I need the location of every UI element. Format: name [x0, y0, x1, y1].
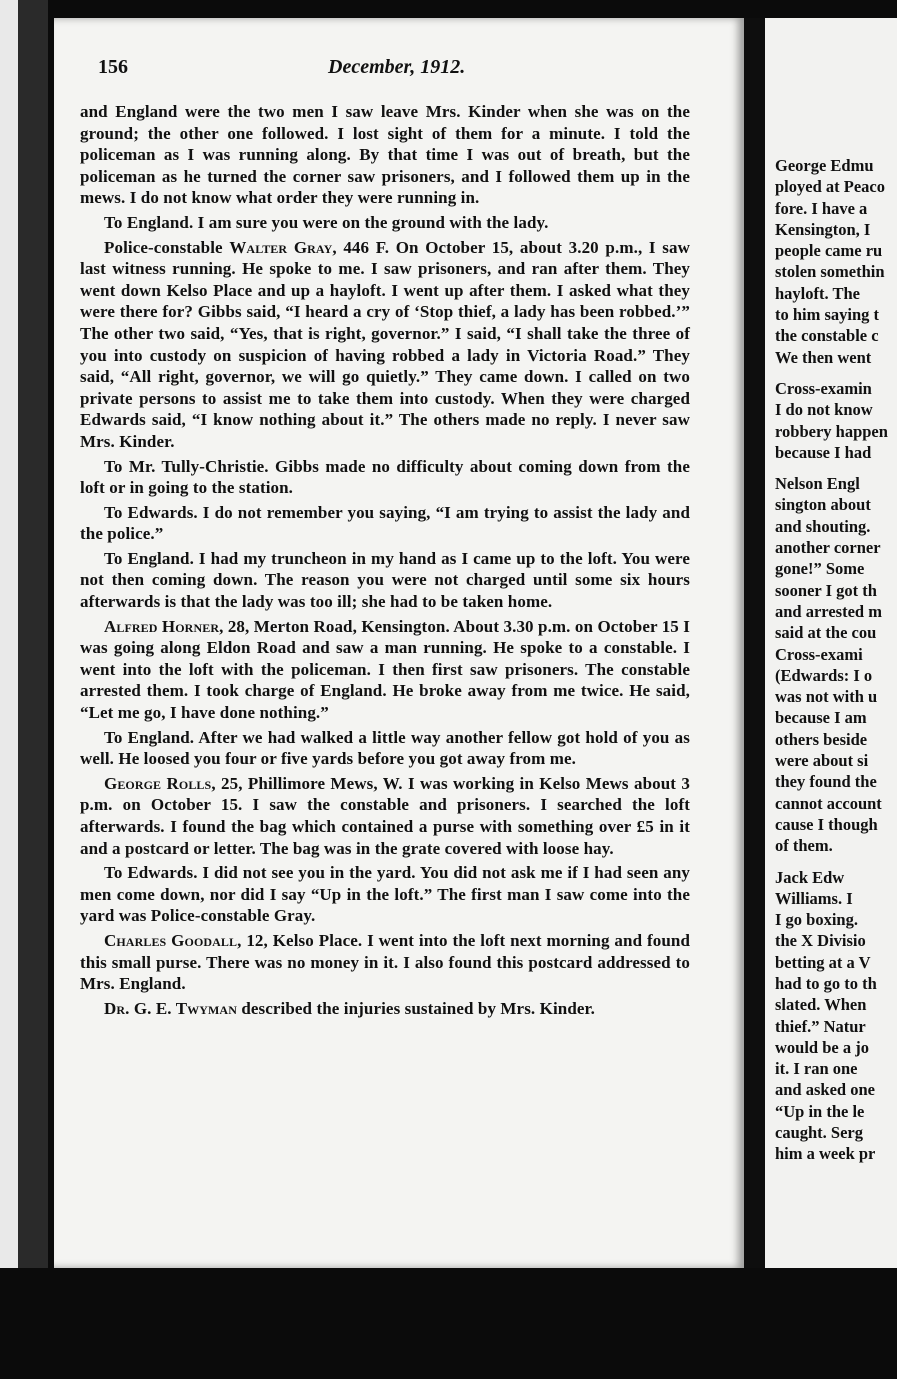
testimony: , 446 F. On October 15, about 3.20 p.m., I saw last witness running. He spoke to me. I saw prisoners, and ran after them. They went down Kelso Place and up a hayloft. I went up after them. I asked what they were there for? Gibbs said, “I heard a cry of ‘Stop thief, a lady has been robbed.’” The other two said, “Yes, that is right, governor.” I said, “I shall take the three of you into custody on suspicion of having robbed a lady in Victoria Road.” They said, “All right, governor, we will go quietly.” They came down. I called on two private persons to assist me to take them into custody. When they were charged Edwards said, “I know nothing about it.” The others made no reply. I never saw Mrs. Kinder. [80, 237, 690, 451]
right-page-text [775, 155, 897, 1165]
paragraph [80, 773, 690, 859]
page-number: 156 [98, 56, 128, 78]
right-page-line: and arrested m [775, 601, 882, 621]
right-page-line: I go boxing. [775, 910, 858, 930]
right-page-line: fore. I have a [775, 198, 868, 218]
right-page-line: “Up in the le [775, 1101, 865, 1121]
witness-name: Charles Goodall [104, 930, 238, 950]
right-page-line: sington about [775, 495, 871, 515]
right-page-gap [775, 463, 897, 473]
right-page-line: and asked one [775, 1080, 875, 1100]
right-page-line: Williams. I [775, 888, 853, 908]
right-page-line: thief.” Natur [775, 1016, 866, 1036]
witness-prefix: Police-constable [104, 237, 230, 257]
right-page-line: ployed at Peaco [775, 177, 885, 197]
right-page-line: said at the cou [775, 623, 877, 643]
running-header [98, 56, 568, 86]
right-page-line: they found the [775, 772, 877, 792]
right-page-line: others beside [775, 729, 868, 749]
testimony: , 12, Kelso Place. I went into the loft next morning and found this small purse. There was no money in it. I also found this postcard addressed to Mrs. England. [80, 930, 690, 994]
paragraph [80, 237, 690, 453]
right-page-line: the constable c [775, 326, 879, 346]
paragraph: and England were the two men I saw leave Mrs. Kinder when she was on the ground; the other one followed. I lost sight of them for a minute. I told the policeman as I was running along. By that time I was out of breath, but the policeman as he turned the corner saw prisoners, and I followed them up in the mews. I do not know what order they were running in. [80, 102, 690, 208]
right-page-line: stolen somethin [775, 262, 885, 282]
right-page-line: sooner I got th [775, 580, 877, 600]
testimony: , 25, Phillimore Mews, W. I was working in Kelso Mews about 3 p.m. on October 15. I saw the constable and prisoners. I searched the loft afterwards. I found the bag which contained a purse with something over £5 in it and a postcard or letter. The bag was in the grate covered with loose hay. [80, 773, 690, 858]
right-page-line: George Edmu [775, 156, 874, 175]
right-page-line: caught. Serg [775, 1123, 863, 1143]
right-page-line: Cross-exami [775, 644, 863, 664]
right-page-line: and shouting. [775, 516, 871, 536]
paragraph: To England. After we had walked a little way another fellow got hold of you as well. He loosed you four or five yards before you got away from me. [80, 727, 690, 769]
witness-name: Alfred Horner [104, 616, 220, 636]
right-page-line: because I am [775, 708, 867, 728]
paragraph: To England. I am sure you were on the ground with the lady. [104, 212, 549, 232]
right-page-line: were about si [775, 751, 869, 771]
paragraph [80, 616, 690, 724]
right-page-line: of them. [775, 836, 833, 856]
right-page-line: cannot account [775, 793, 882, 813]
book-edge [0, 0, 18, 1379]
paragraph: To Edwards. I do not remember you saying, “I am trying to assist the lady and the police.” [80, 502, 690, 544]
paragraph: To Mr. Tully-Christie. Gibbs made no difficulty about coming down from the loft or in going to the station. [80, 456, 690, 498]
right-page-line: it. I ran one [775, 1059, 858, 1079]
right-page-line: was not with u [775, 687, 878, 707]
right-page-line: slated. When [775, 995, 867, 1015]
main-text [80, 101, 690, 1022]
right-page-line: We then went [775, 347, 872, 367]
right-page-line: robbery happen [775, 421, 888, 441]
right-page-gap [775, 368, 897, 378]
right-page-line: hayloft. The [775, 283, 860, 303]
book-spine-shadow [18, 0, 48, 1379]
right-page-line: gone!” Some [775, 559, 865, 579]
right-page-line: because I had [775, 442, 872, 462]
paragraph [80, 998, 690, 1020]
right-page-line: (Edwards: I o [775, 665, 873, 685]
running-title: December, 1912. [328, 56, 466, 78]
paragraph: To England. I had my truncheon in my hand as I came up to the loft. You were not then coming down. The reason you were not charged until some six hours afterwards is that the lady was too ill; she had to be taken home. [80, 548, 690, 612]
right-page-line: Cross-examin [775, 378, 872, 398]
page-gutter [744, 18, 765, 1268]
right-page [765, 18, 897, 1268]
right-page-line: Jack Edw [775, 867, 845, 887]
right-page-line: Kensington, I [775, 219, 871, 239]
right-page-line: would be a jo [775, 1037, 869, 1057]
right-page-line: I do not know [775, 400, 873, 420]
right-page-line: cause I though [775, 814, 878, 834]
right-page-line: betting at a V [775, 952, 871, 972]
scan-background [0, 1268, 897, 1379]
right-page-line: him a week pr [775, 1144, 876, 1164]
witness-name: George Rolls [104, 773, 212, 793]
right-page-line: had to go to th [775, 973, 877, 993]
right-page-line: people came ru [775, 241, 883, 261]
paragraph [80, 930, 690, 995]
right-page-line: another corner [775, 538, 881, 558]
paragraph: To Edwards. I did not see you in the yard. You did not ask me if I had seen any men come down, nor did I say “Up in the loft.” The first man I saw come into the yard was Police-constable Gray. [80, 863, 690, 926]
testimony: , 28, Merton Road, Kensington. About 3.30 p.m. on October 15 I was going along Eldon Road and saw a man running. He spoke to a constable. I went into the loft with the policeman. I then first saw prisoners. The constable arrested them. I took charge of England. He broke away from me twice. He said, “Let me go, I have done nothing.” [80, 616, 690, 723]
right-page-line: to him saying t [775, 305, 880, 325]
right-page-gap [775, 857, 897, 867]
testimony: described the injuries sustained by Mrs. Kinder. [236, 998, 595, 1018]
right-page-line: the X Divisio [775, 931, 866, 951]
right-page-line: Nelson Engl [775, 474, 860, 494]
witness-name: Walter Gray [229, 237, 333, 257]
witness-name: Dr. G. E. Twyman [104, 998, 237, 1018]
